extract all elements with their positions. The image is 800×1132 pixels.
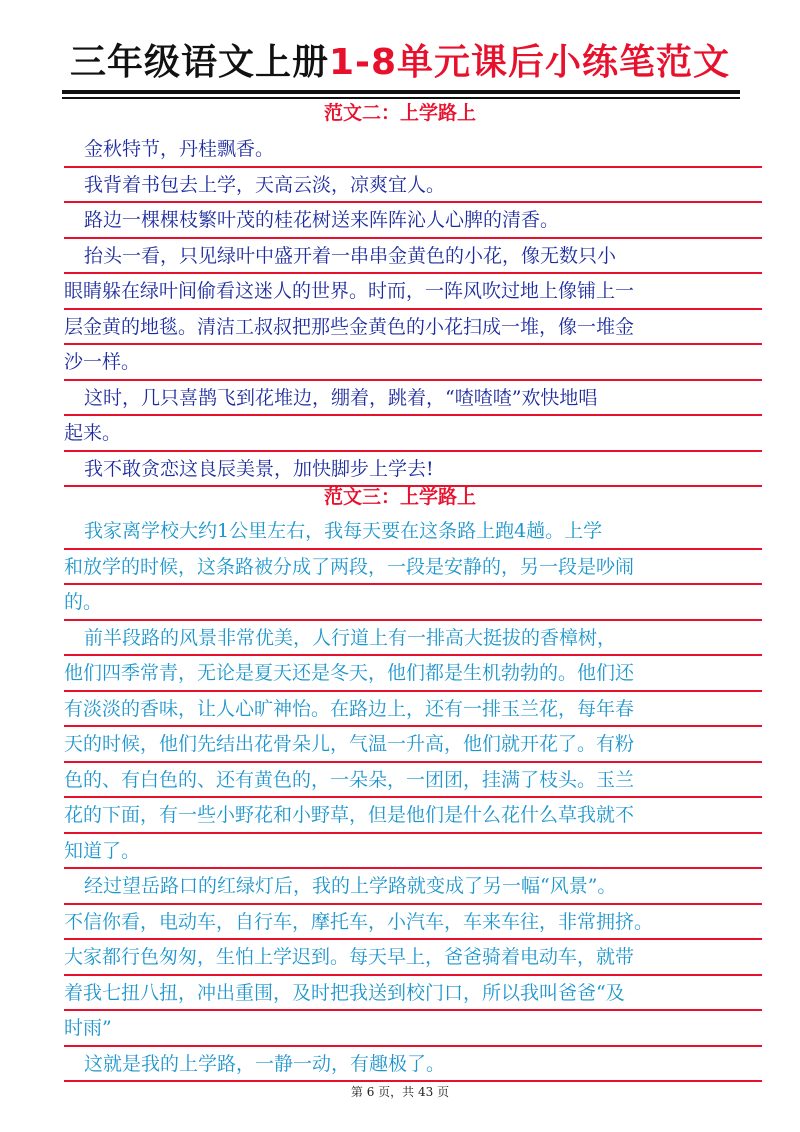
- essay2-line: 眼睛躲在绿叶间偷看这迷人的世界。时而，一阵风吹过地上像铺上一: [64, 274, 762, 310]
- essay2-line: 我不敢贪恋这良辰美景，加快脚步上学去!: [64, 452, 762, 488]
- essay2-line: 我背着书包去上学，天高云淡，凉爽宜人。: [64, 168, 762, 204]
- essay2-line: 抬头一看，只见绿叶中盛开着一串串金黄色的小花，像无数只小: [64, 239, 762, 275]
- essay3-line: 色的、有白色的、还有黄色的，一朵朵，一团团，挂满了枝头。玉兰: [64, 763, 762, 799]
- essay3-line: 时雨”: [64, 1011, 762, 1047]
- essay2-line: 金秋特节，丹桂飘香。: [64, 132, 762, 168]
- essay2-heading: 范文二：上学路上: [323, 102, 476, 124]
- essay3-line: 前半段路的风景非常优美，人行道上有一排高大挺拔的香樟树，: [64, 621, 762, 657]
- essay3-line: 这就是我的上学路，一静一动，有趣极了。: [64, 1047, 762, 1083]
- essay2-line: 路边一棵棵枝繁叶茂的桂花树送来阵阵沁人心脾的清香。: [64, 203, 762, 239]
- essay2-body: [64, 132, 762, 487]
- title-underline-thick: [62, 90, 740, 94]
- essay3-line: 花的下面，有一些小野花和小野草，但是他们是什么花什么草我就不: [64, 798, 762, 834]
- essay3-line: 我家离学校大约1公里左右，我每天要在这条路上跑4趟。上学: [64, 514, 762, 550]
- essay2-line: 沙一样。: [64, 345, 762, 381]
- essay3-heading: 范文三：上学路上: [323, 486, 476, 508]
- page-number: 第 6 页，共 43 页: [350, 1085, 450, 1099]
- essay2-line: 层金黄的地毯。清洁工叔叔把那些金黄色的小花扫成一堆，像一堆金: [64, 310, 762, 346]
- essay3-line: 他们四季常青，无论是夏天还是冬天，他们都是生机勃勃的。他们还: [64, 656, 762, 692]
- essay3-line: 不信你看，电动车，自行车，摩托车，小汽车，车来车往，非常拥挤。: [64, 905, 762, 941]
- essay2-line: 起来。: [64, 416, 762, 452]
- essay3-line: 大家都行色匆匆，生怕上学迟到。每天早上，爸爸骑着电动车，就带: [64, 940, 762, 976]
- essay3-line: 经过望岳路口的红绿灯后，我的上学路就变成了另一幅“风景”。: [64, 869, 762, 905]
- essay3-line: 的。: [64, 585, 762, 621]
- essay3-body: [64, 514, 762, 1082]
- title-black-part: 三年级语文上册: [69, 42, 329, 83]
- essay3-line: 着我七扭八扭，冲出重围，及时把我送到校门口，所以我叫爸爸“及: [64, 976, 762, 1012]
- essay3-line: 天的时候，他们先结出花骨朵儿，气温一升高，他们就开花了。有粉: [64, 727, 762, 763]
- essay2-line: 这时，几只喜鹊飞到花堆边，绷着，跳着，“喳喳喳”欢快地唱: [64, 381, 762, 417]
- essay3-line: 和放学的时候，这条路被分成了两段，一段是安静的，另一段是吵闹: [64, 550, 762, 586]
- title-red-part: 1-8单元课后小练笔范文: [328, 42, 731, 83]
- essay3-line: 知道了。: [64, 834, 762, 870]
- essay3-line: 有淡淡的香味，让人心旷神怡。在路边上，还有一排玉兰花，每年春: [64, 692, 762, 728]
- page-title: [0, 38, 800, 88]
